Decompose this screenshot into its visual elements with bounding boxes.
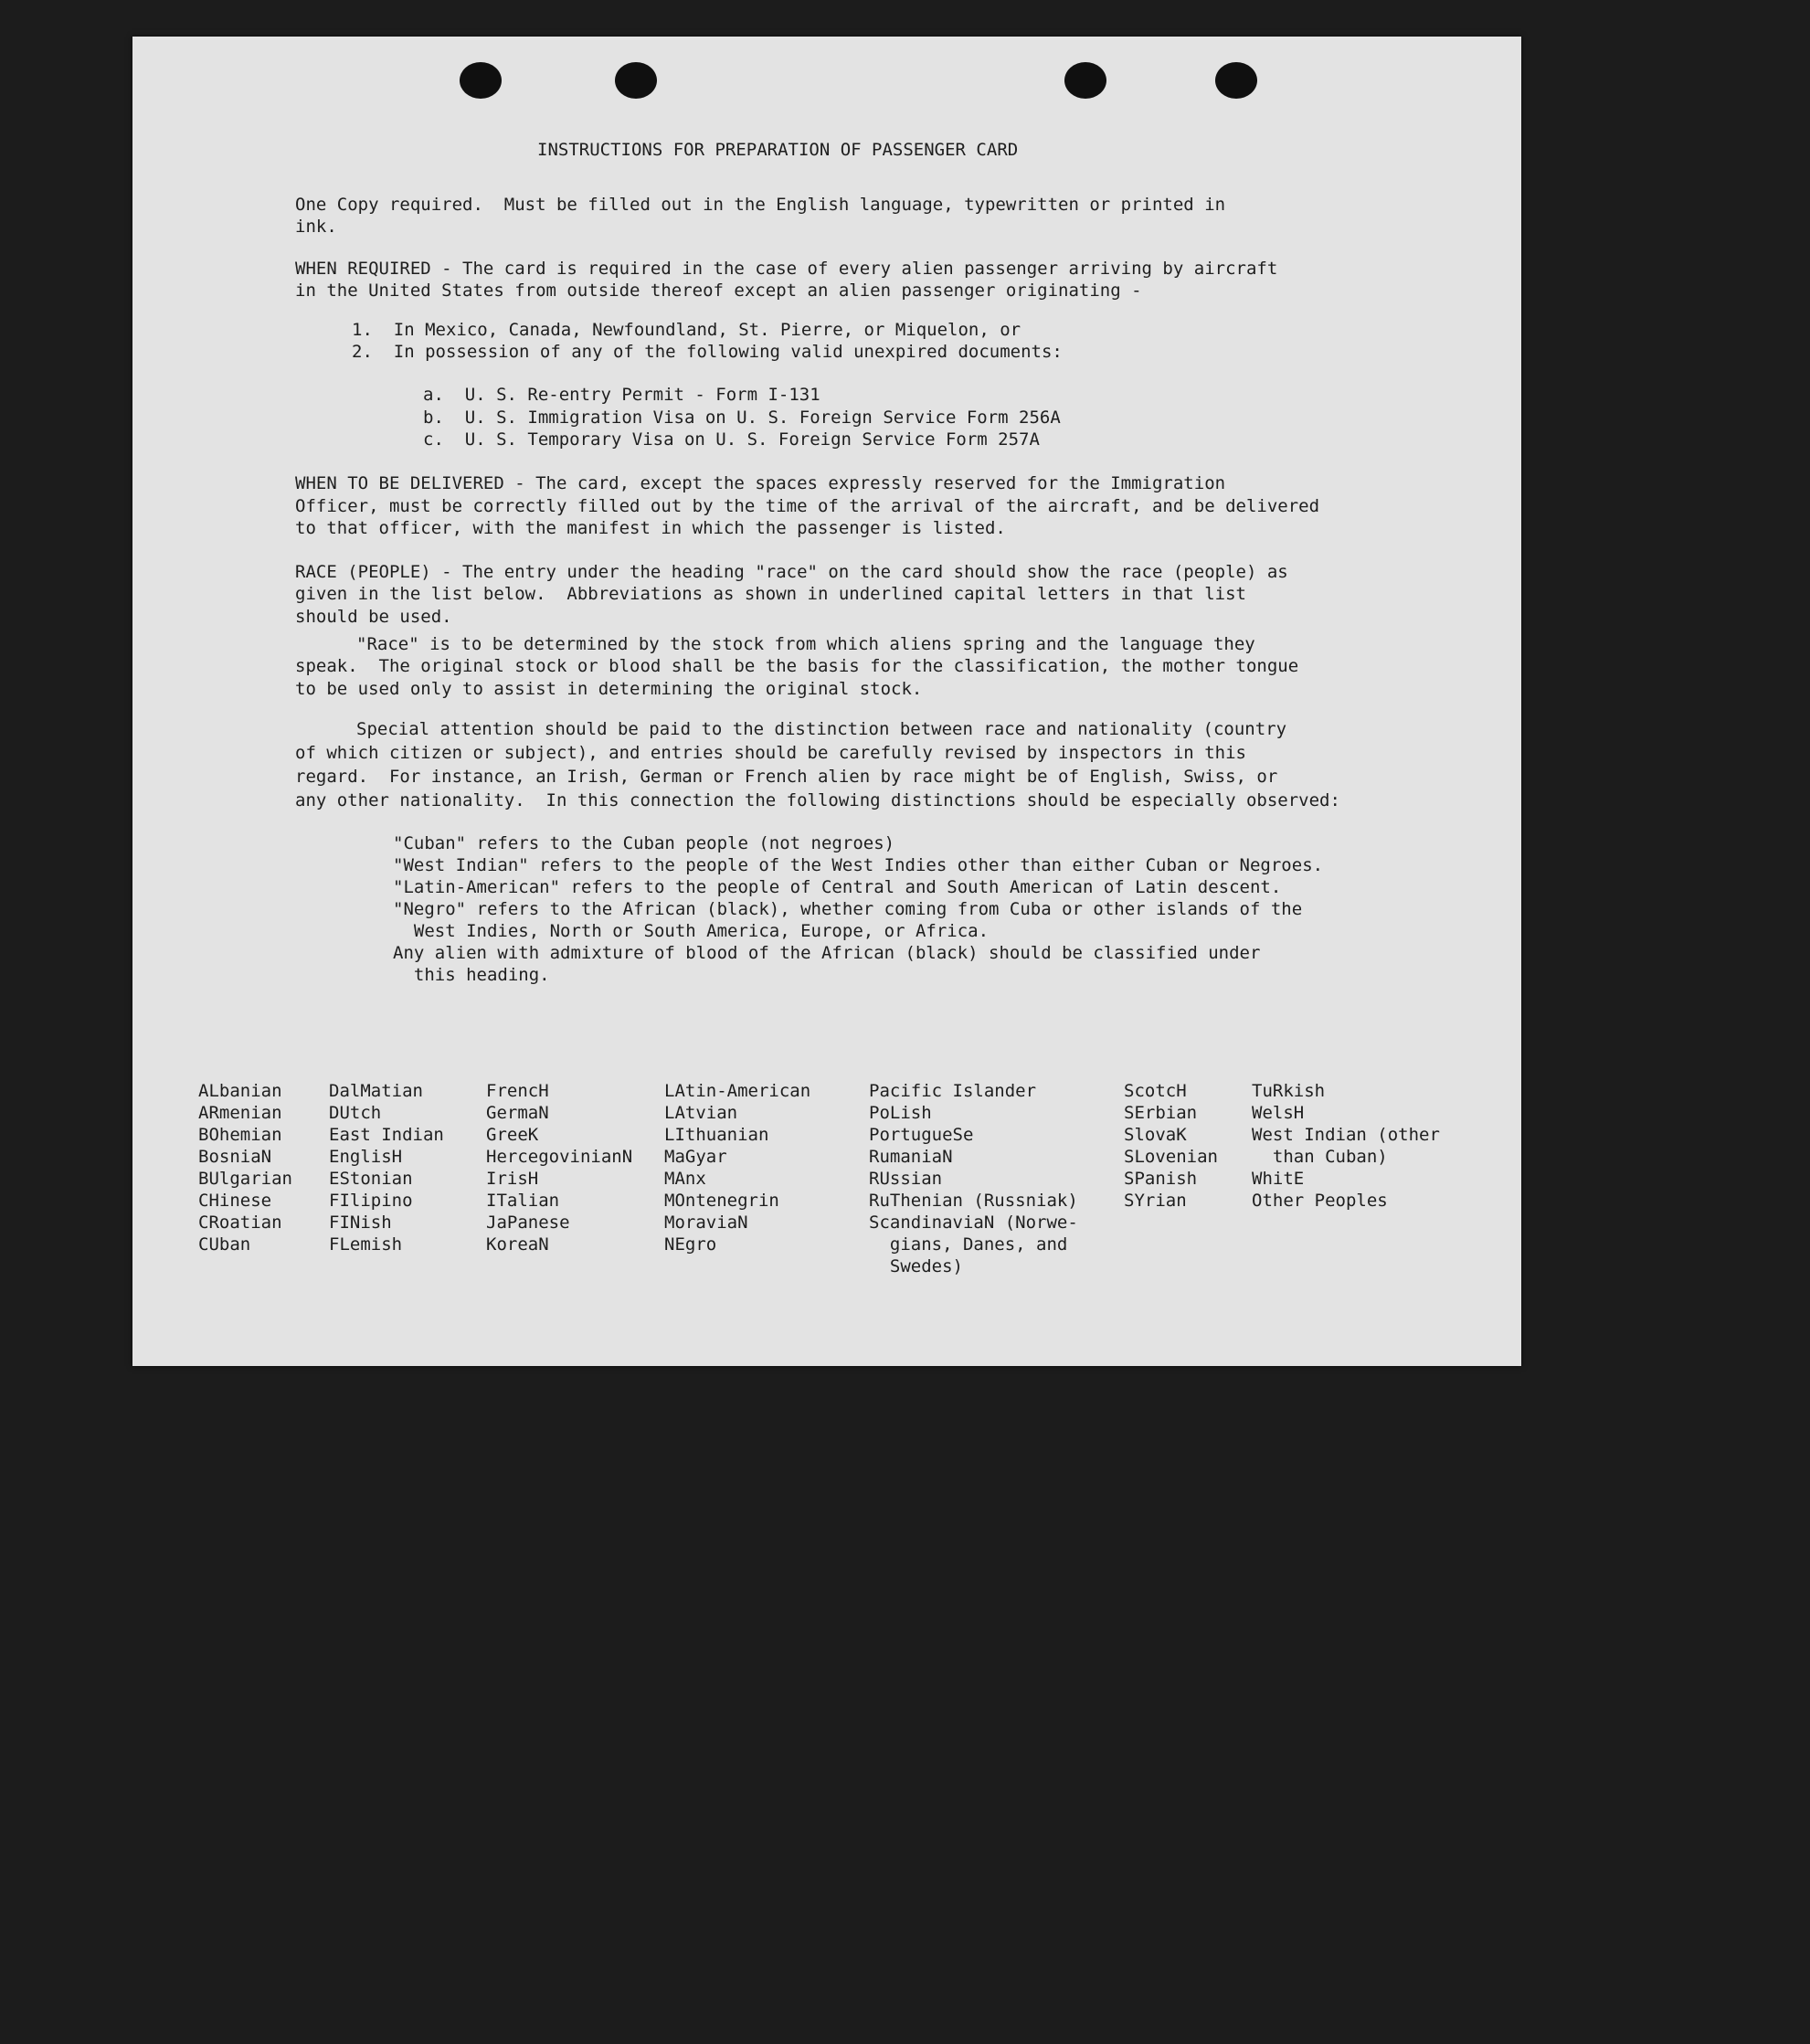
peoples-column-6 [1124,1080,1218,1212]
page-title: INSTRUCTIONS FOR PREPARATION OF PASSENGER CARD [537,140,1019,160]
document-sheet [132,37,1521,1366]
people-entry: IrisH [486,1169,539,1189]
race-line: should be used. [295,607,452,627]
people-entry: SPanish [1124,1169,1198,1189]
distinction-line: "Negro" refers to the African (black), whether coming from Cuba or other islands of the [393,899,1303,919]
people-entry: BosniaN [198,1147,272,1167]
people-entry: MOntenegrin [664,1191,779,1211]
distinction-line: West Indies, North or South America, Europe, or Africa. [393,921,990,941]
race-line: RACE (PEOPLE) - The entry under the heading "race" on the card should show the race (people) as [295,562,1288,582]
peoples-column-7 [1252,1080,1440,1212]
people-entry: HercegovinianN [486,1147,633,1167]
distinction-line: this heading. [393,965,550,985]
race-definition-line: "Race" is to be determined by the stock from which aliens spring and the language they [356,634,1255,654]
people-entry: MAnx [664,1169,706,1189]
people-entry: MaGyar [664,1147,727,1167]
people-entry: West Indian (other [1252,1125,1440,1145]
people-entry: ITalian [486,1191,560,1211]
people-entry: SYrian [1124,1191,1187,1211]
peoples-column-4 [664,1080,810,1255]
race-definition-line: to be used only to assist in determining the original stock. [295,679,923,699]
people-entry: LAtin-American [664,1081,811,1101]
people-entry: FLemish [329,1234,403,1255]
peoples-column-5 [869,1080,1078,1277]
attention-line: regard. For instance, an Irish, German or French alien by race might be of English, Swiss, or [295,767,1278,787]
people-entry: LIthuanian [664,1125,769,1145]
peoples-column-1 [198,1080,292,1255]
distinction-line: "Cuban" refers to the Cuban people (not negroes) [393,833,895,853]
people-entry: SlovaK [1124,1125,1187,1145]
people-entry: PoLish [869,1103,932,1123]
attention-line: of which citizen or subject), and entries should be carefully revised by inspectors in this [295,743,1246,763]
people-entry: WhitE [1252,1169,1305,1189]
people-entry: RumaniaN [869,1147,953,1167]
people-entry: FrencH [486,1081,549,1101]
people-entry: DUtch [329,1103,382,1123]
when-required-line: in the United States from outside thereof except an alien passenger originating - [295,281,1142,301]
people-entry: CUban [198,1234,251,1255]
when-delivered-line: WHEN TO BE DELIVERED - The card, except the spaces expressly reserved for the Immigration [295,473,1226,493]
peoples-column-3 [486,1080,632,1255]
people-entry: DalMatian [329,1081,423,1101]
people-entry: gians, Danes, and [869,1234,1068,1255]
people-entry: than Cuban) [1252,1147,1388,1167]
people-entry: Other Peoples [1252,1191,1388,1211]
distinction-line: "Latin-American" refers to the people of Central and South American of Latin descent. [393,877,1282,897]
people-entry: BOhemian [198,1125,282,1145]
people-entry: GreeK [486,1125,539,1145]
people-entry: FIlipino [329,1191,413,1211]
people-entry: PortugueSe [869,1125,974,1145]
people-entry: LAtvian [664,1103,738,1123]
document-item: a. U. S. Re-entry Permit - Form I-131 [423,385,820,405]
attention-line: any other nationality. In this connection the following distinctions should be especially observed: [295,790,1340,810]
people-entry: Swedes) [869,1256,963,1276]
people-entry: CHinese [198,1191,272,1211]
when-delivered-line: to that officer, with the manifest in which the passenger is listed. [295,518,1006,538]
document-text [132,37,1521,1366]
people-entry: EStonian [329,1169,413,1189]
people-entry: MoraviaN [664,1213,748,1233]
people-entry: WelsH [1252,1103,1305,1123]
people-entry: BUlgarian [198,1169,292,1189]
when-delivered-line: Officer, must be correctly filled out by the time of the arrival of the aircraft, and be delivered [295,496,1320,516]
people-entry: East Indian [329,1125,444,1145]
people-entry: KoreaN [486,1234,549,1255]
origin-item: 1. In Mexico, Canada, Newfoundland, St. Pierre, or Miquelon, or [352,320,1021,340]
people-entry: ARmenian [198,1103,282,1123]
people-entry: RUssian [869,1169,943,1189]
people-entry: CRoatian [198,1213,282,1233]
race-definition-line: speak. The original stock or blood shall be the basis for the classification, the mother tongue [295,656,1299,676]
document-item: b. U. S. Immigration Visa on U. S. Foreign Service Form 256A [423,408,1061,428]
distinction-line: "West Indian" refers to the people of the West Indies other than either Cuban or Negroes. [393,855,1324,875]
people-entry: JaPanese [486,1213,570,1233]
peoples-column-2 [329,1080,444,1255]
people-entry: RuThenian (Russniak) [869,1191,1078,1211]
attention-line: Special attention should be paid to the distinction between race and nationality (country [356,719,1287,739]
people-entry: ScotcH [1124,1081,1187,1101]
people-entry: GermaN [486,1103,549,1123]
people-entry: SLovenian [1124,1147,1218,1167]
intro-line: One Copy required. Must be filled out in the English language, typewritten or printed in [295,195,1226,215]
race-line: given in the list below. Abbreviations as shown in underlined capital letters in that list [295,584,1246,604]
origin-item: 2. In possession of any of the following valid unexpired documents: [352,342,1063,362]
people-entry: Pacific Islander [869,1081,1037,1101]
people-entry: TuRkish [1252,1081,1326,1101]
people-entry: ScandinaviaN (Norwe- [869,1213,1078,1233]
people-entry: SErbian [1124,1103,1198,1123]
people-entry: EnglisH [329,1147,403,1167]
document-item: c. U. S. Temporary Visa on U. S. Foreign Service Form 257A [423,429,1040,450]
people-entry: NEgro [664,1234,717,1255]
people-entry: FINish [329,1213,392,1233]
when-required-line: WHEN REQUIRED - The card is required in the case of every alien passenger arriving by aircraft [295,259,1278,279]
intro-line: ink. [295,217,337,237]
distinction-line: Any alien with admixture of blood of the African (black) should be classified under [393,943,1261,963]
people-entry: ALbanian [198,1081,282,1101]
